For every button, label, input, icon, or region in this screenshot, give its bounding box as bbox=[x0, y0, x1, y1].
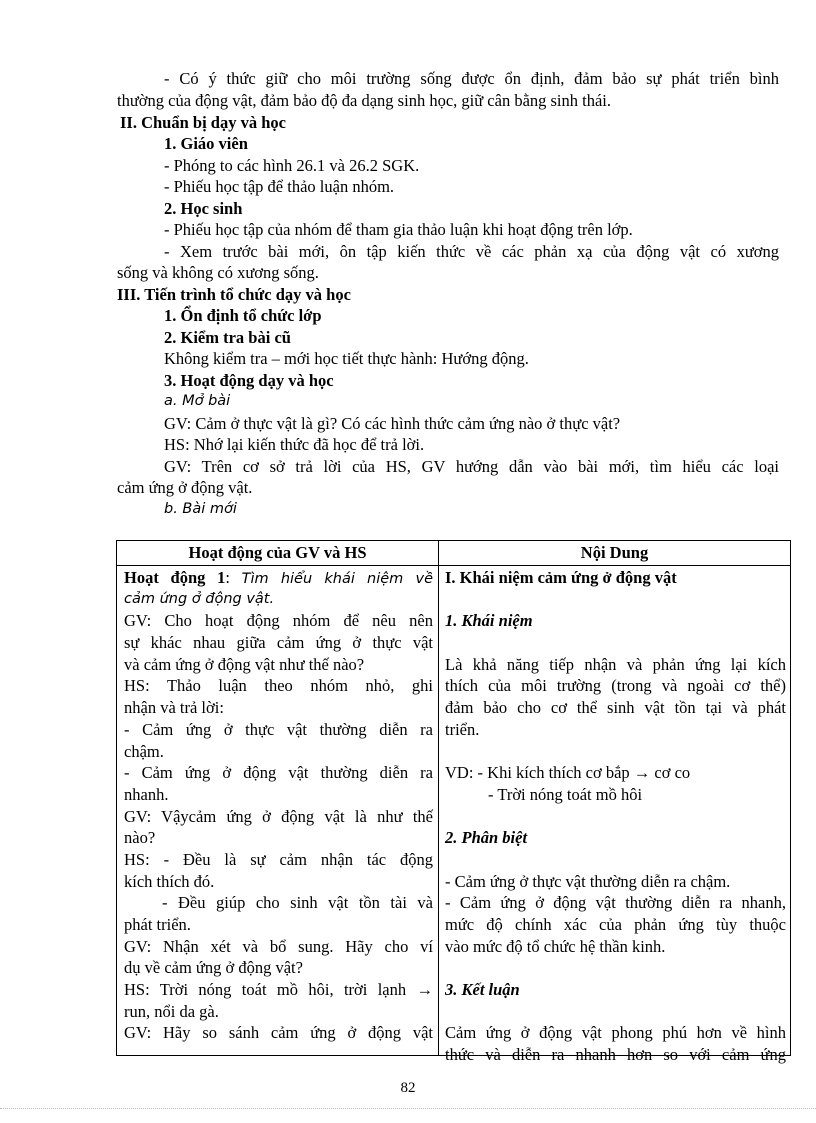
left-line: HS: Trời nóng toát mồ hôi, trời lạnh → bbox=[124, 980, 433, 1000]
left-line: GV: Vậycảm ứng ở động vật là như thế bbox=[124, 806, 433, 826]
left-line: phát triển. bbox=[124, 915, 191, 934]
right-heading-conclusion: 3. Kết luận bbox=[445, 980, 520, 1000]
table-header-activities: Hoạt động của GV và HS bbox=[188, 543, 367, 562]
right-title: I. Khái niệm cảm ứng ở động vật bbox=[445, 568, 677, 587]
intro-line-1: - Có ý thức giữ cho môi trường sống được ổn định, đảm bảo sự phát triển bình bbox=[164, 69, 779, 88]
student-item-2-cont: sống và không có xương sống. bbox=[117, 263, 319, 282]
right-line: - Cảm ứng ở động vật thường diễn ra nhanh, bbox=[445, 893, 786, 913]
step-1-heading: 1. Ổn định tổ chức lớp bbox=[164, 306, 322, 325]
table-left-column bbox=[124, 567, 433, 1044]
lesson-table bbox=[116, 540, 791, 1065]
page-bottom-divider bbox=[0, 1108, 816, 1109]
teacher-item-1: - Phóng to các hình 26.1 và 26.2 SGK. bbox=[164, 156, 420, 175]
left-line: - Đều giúp cho sinh vật tồn tài và bbox=[162, 893, 433, 913]
intro-gv-1: GV: Cảm ở thực vật là gì? Có các hình thức cảm ứng nào ở thực vật? bbox=[164, 414, 621, 433]
right-line: mức độ chính xác của phản ứng tùy thuộc bbox=[445, 915, 786, 934]
right-example-2: - Trời nóng toát mồ hôi bbox=[488, 784, 643, 804]
student-heading: 2. Học sinh bbox=[164, 199, 243, 218]
intro-gv-2-cont: cảm ứng ở động vật. bbox=[117, 478, 253, 497]
step-3-heading: 3. Hoạt động dạy và học bbox=[164, 371, 334, 390]
left-line: nào? bbox=[124, 828, 156, 848]
sub-a-heading: a. Mở bài bbox=[164, 393, 231, 409]
left-line: GV: Hãy so sánh cảm ứng ở động vật bbox=[124, 1023, 433, 1043]
teacher-item-2: - Phiếu học tập để thảo luận nhóm. bbox=[164, 177, 395, 196]
right-example-1: VD: - Khi kích thích cơ bắp → cơ co bbox=[445, 763, 691, 783]
left-line: - Cảm ứng ở thực vật thường diễn ra bbox=[124, 719, 433, 739]
page-number: 82 bbox=[400, 1080, 416, 1096]
right-line: vào mức độ tổ chức hệ thần kinh. bbox=[445, 936, 666, 956]
table-column-divider bbox=[438, 541, 439, 1055]
right-line: thức và diễn ra nhanh hơn so với cảm ứng bbox=[445, 1045, 786, 1065]
left-line: GV: Cho hoạt động nhóm để nêu nên bbox=[124, 611, 433, 631]
left-line: kích thích đó. bbox=[124, 871, 215, 891]
intro-line-2: thường của động vật, đảm bảo độ đa dạng sinh học, giữ cân bằng sinh thái. bbox=[117, 91, 612, 110]
right-heading-distinguish: 2. Phân biệt bbox=[445, 828, 528, 848]
section-2-heading: II. Chuẩn bị dạy và học bbox=[120, 113, 286, 132]
activity-label: Hoạt động 1 bbox=[124, 568, 226, 587]
table-header-divider bbox=[117, 565, 790, 566]
step-2-heading: 2. Kiểm tra bài cũ bbox=[164, 328, 291, 347]
table-header-content: Nội Dung bbox=[580, 543, 649, 562]
intro-hs-1: HS: Nhớ lại kiến thức đã học để trả lời. bbox=[164, 435, 425, 454]
right-line: Cảm ứng ở động vật phong phú hơn về hình bbox=[445, 1023, 786, 1043]
left-line: - Cảm ứng ở động vật thường diễn ra bbox=[124, 763, 433, 783]
section-3-heading: III. Tiến trình tổ chức dạy và học bbox=[117, 285, 351, 304]
step-2-text: Không kiểm tra – mới học tiết thực hành: Hướng động. bbox=[164, 349, 529, 368]
sub-b-heading: b. Bài mới bbox=[164, 501, 237, 517]
student-item-2: - Xem trước bài mới, ôn tập kiến thức về các phản xạ của động vật có xương bbox=[164, 242, 779, 261]
left-line: HS: - Đều là sự cảm nhận tác động bbox=[124, 849, 433, 869]
right-line: đảm bảo cho cơ thể sinh vật tồn tại và phát bbox=[445, 698, 786, 718]
student-item-1: - Phiếu học tập của nhóm để tham gia thảo luận khi hoạt động trên lớp. bbox=[164, 220, 633, 239]
right-line: - Cảm ứng ở thực vật thường diễn ra chậm. bbox=[445, 871, 731, 891]
activity-title: Tìm hiểu khái niệm về bbox=[241, 571, 433, 587]
left-line: run, nổi da gà. bbox=[124, 1001, 219, 1021]
left-line: GV: Nhận xét và bổ sung. Hãy cho ví bbox=[124, 936, 433, 956]
right-line: triển. bbox=[445, 719, 480, 739]
left-line: nhận và trả lời: bbox=[124, 698, 224, 718]
intro-gv-2: GV: Trên cơ sở trả lời của HS, GV hướng dẫn vào bài mới, tìm hiểu các loại bbox=[164, 457, 779, 476]
activity-title-cont: cảm ứng ở động vật. bbox=[124, 590, 275, 607]
left-line: nhanh. bbox=[124, 784, 169, 804]
right-line: thích của môi trường (trong và ngoài cơ thể) bbox=[445, 676, 786, 696]
right-heading-concept: 1. Khái niệm bbox=[445, 611, 533, 631]
left-line: và cảm ứng ở động vật như thế nào? bbox=[124, 654, 365, 674]
left-line: HS: Thảo luận theo nhóm nhỏ, ghi bbox=[124, 676, 433, 696]
activity-title-line: Hoạt động 1: Tìm hiểu khái niệm về bbox=[124, 568, 433, 587]
left-line: sự khác nhau giữa cảm ứng ở thực vật bbox=[124, 633, 433, 653]
table-right-column bbox=[445, 567, 786, 1066]
right-line: Là khả năng tiếp nhận và phản ứng lại kích bbox=[445, 654, 786, 674]
teacher-heading: 1. Giáo viên bbox=[164, 134, 248, 153]
left-line: chậm. bbox=[124, 741, 164, 761]
left-line: dụ về cảm ứng ở động vật? bbox=[124, 958, 303, 978]
